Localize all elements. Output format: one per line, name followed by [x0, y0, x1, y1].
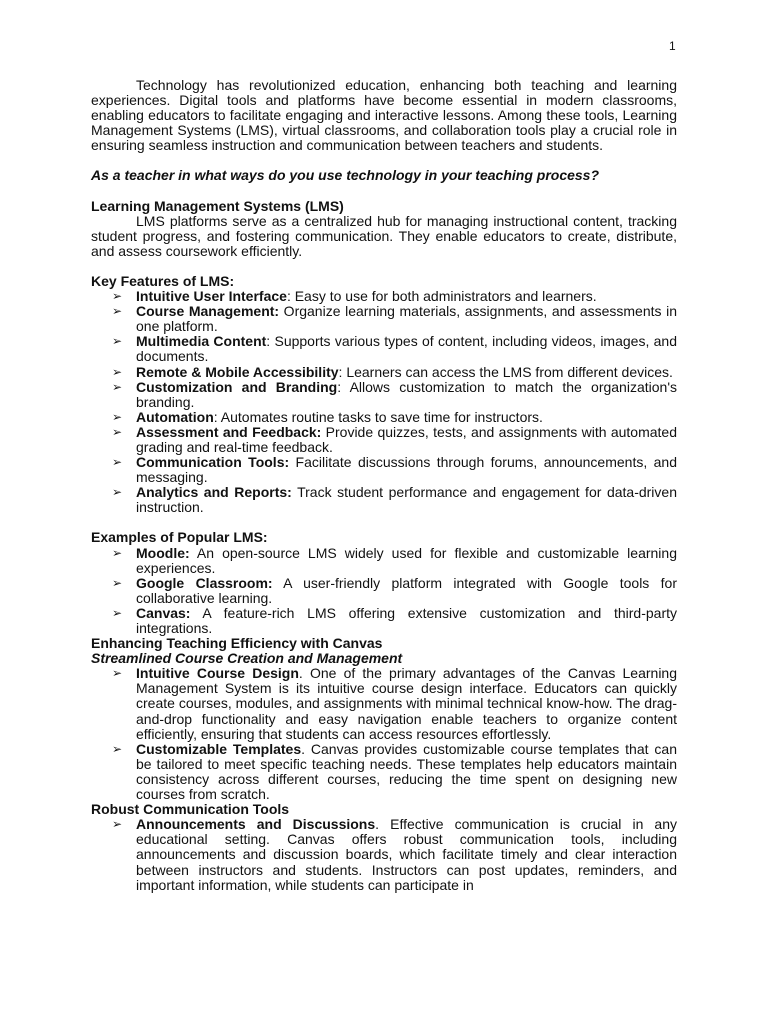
arrow-bullet-icon: ➢ [112, 424, 123, 439]
page-number: 1 [669, 39, 676, 53]
example-item: ➢ Canvas: A feature-rich LMS offering extensive customization and third-party integrations. [112, 604, 677, 636]
arrow-bullet-icon: ➢ [112, 409, 123, 424]
arrow-bullet-icon: ➢ [112, 364, 123, 379]
arrow-bullet-icon: ➢ [112, 334, 123, 349]
example-item: ➢ Google Classroom: A user-friendly platform integrated with Google tools for collaborative learning. [112, 574, 677, 606]
arrow-bullet-icon: ➢ [112, 289, 123, 304]
arrow-bullet-icon: ➢ [112, 575, 123, 590]
arrow-bullet-icon: ➢ [112, 455, 123, 470]
communication-item: ➢ Announcements and Discussions. Effective communication is crucial in any educational setting. Canvas offers robust communication tools, including announcements and discussion boards, which facilitate timely and clear interaction between instructors and students. Instructors can post updates, reminders, and important information, while students can participate in [112, 816, 677, 893]
canvas-list [91, 666, 677, 802]
arrow-bullet-icon: ➢ [112, 545, 123, 560]
lms-heading: Learning Management Systems (LMS) [91, 197, 344, 214]
arrow-bullet-icon: ➢ [112, 304, 123, 319]
feature-item: ➢ Intuitive User Interface: Easy to use for both administrators and learners. [112, 288, 597, 305]
feature-item: ➢ Course Management: Organize learning materials, assignments, and assessments in one platform. [112, 303, 678, 335]
arrow-bullet-icon: ➢ [112, 741, 123, 756]
canvas-subheading: Streamlined Course Creation and Management [91, 650, 403, 667]
arrow-bullet-icon: ➢ [112, 379, 123, 394]
lms-description: LMS platforms serve as a centralized hub for managing instructional content, tracking student progress, and fostering communication. They enable educators to create, distribute, and assess coursework efficiently. [91, 212, 677, 259]
arrow-bullet-icon: ➢ [112, 485, 123, 500]
prompt-question: As a teacher in what ways do you use technology in your teaching process? [91, 167, 600, 184]
communication-list [91, 817, 677, 892]
feature-item: ➢ Remote & Mobile Accessibility: Learners can access the LMS from different devices. [112, 363, 673, 380]
features-heading: Key Features of LMS: [91, 272, 235, 289]
example-item: ➢ Moodle: An open-source LMS widely used for flexible and customizable learning experiences. [112, 544, 677, 576]
feature-item: ➢ Multimedia Content: Supports various types of content, including videos, images, and documents. [112, 333, 677, 365]
arrow-bullet-icon: ➢ [112, 817, 123, 832]
feature-item: ➢ Communication Tools: Facilitate discussions through forums, announcements, and messaging. [112, 454, 677, 486]
feature-item: ➢ Customization and Branding: Allows customization to match the organization's branding. [112, 378, 677, 410]
feature-item: ➢ Assessment and Feedback: Provide quizzes, tests, and assignments with automated grading and real-time feedback. [112, 423, 677, 455]
examples-list [91, 546, 677, 637]
communication-heading: Robust Communication Tools [91, 801, 290, 818]
arrow-bullet-icon: ➢ [112, 605, 123, 620]
canvas-item: ➢ Customizable Templates. Canvas provides customizable course templates that can be tailored to meet specific teaching needs. These templates help educators maintain consistency across different courses, reducing the time spent on designing new courses from scratch. [112, 740, 677, 803]
canvas-heading: Enhancing Teaching Efficiency with Canvas [91, 635, 383, 652]
document-body [91, 78, 677, 893]
arrow-bullet-icon: ➢ [112, 666, 123, 681]
examples-heading: Examples of Popular LMS: [91, 529, 268, 546]
features-list [91, 289, 677, 515]
canvas-item: ➢ Intuitive Course Design. One of the primary advantages of the Canvas Learning Management System is its intuitive course design interface. Educators can quickly create courses, modules, and assignments with minimal technical know-how. The drag-and-drop functionality and easy navigation enable teachers to organize content efficiently, ensuring that students can access resources effortlessly. [112, 665, 678, 742]
intro-paragraph: Technology has revolutionized education, enhancing both teaching and learning experiences. Digital tools and platforms have become essential in modern classrooms, enabling educators to facilitate engaging and interactive lessons. Among these tools, Learning Management Systems (LMS), virtual classrooms, and collaboration tools play a crucial role in ensuring seamless instruction and communication between teachers and students. [91, 77, 677, 154]
feature-item: ➢ Analytics and Reports: Track student performance and engagement for data-driven instruction. [112, 484, 677, 516]
feature-item: ➢ Automation: Automates routine tasks to save time for instructors. [112, 408, 543, 425]
